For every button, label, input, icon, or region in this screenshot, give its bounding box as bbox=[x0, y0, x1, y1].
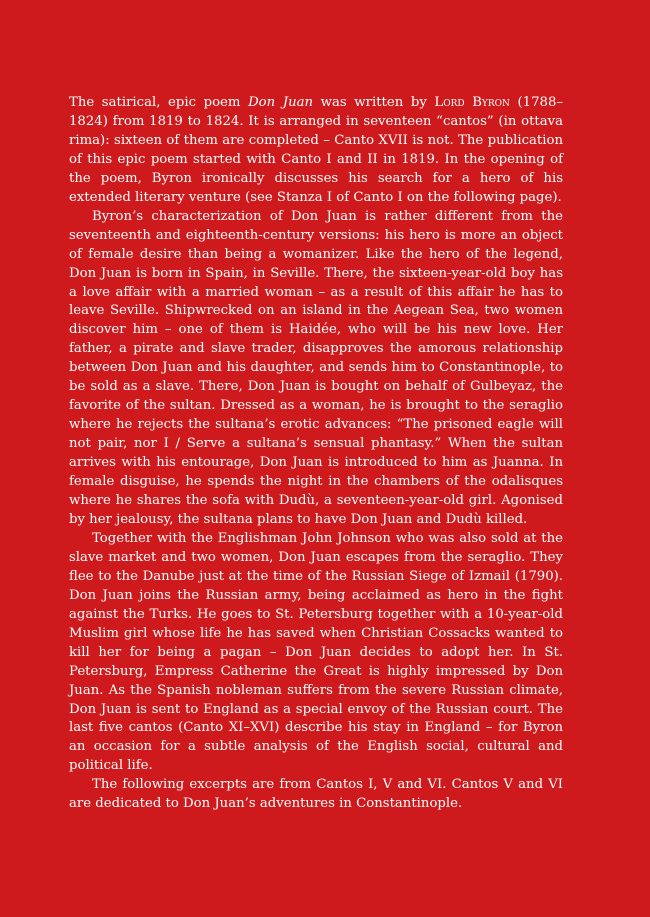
intro-rest: (1788–1824) from 1819 to 1824. It is arranged in seventeen “cantos” (in ottava rima): sixteen of them are completed – Canto XVII is not. The publication of this epic poem started with Canto I and II in 1819. In the opening of the poem, Byron ironically discusses his search for a hero of his extended literary venture (see Stanza I of Canto I on the following page). bbox=[69, 95, 564, 205]
paragraph-intro bbox=[69, 94, 563, 208]
poem-title: Don Juan bbox=[248, 95, 314, 110]
paragraph-characterization: Byron’s characterization of Don Juan is rather different from the seventeenth and eighteenth-century versions: his hero is more an object of female desire than being a womanizer. Like the hero of the legend, Don Juan is born in Spain, in Seville. There, the sixteen-year-old boy has a love affair with a married woman – as a result of this affair he has to leave Seville. Shipwrecked on an island in the Aegean Sea, two women discover him – one of them is Haidée, who will be his new love. Her father, a pirate and slave trader, disapproves the amorous relationship between Don Juan and his daughter, and sends him to Constantinople, to be sold as a slave. There, Don Juan is bought on behalf of Gulbeyaz, the favorite of the sultan. Dressed as a woman, he is brought to the seraglio where he rejects the sultana’s erotic advances: “The prisoned eagle will not pair, nor I / Serve a sultana’s sensual phantasy.” When the sultan arrives with his entourage, Don Juan is introduced to him as Juanna. In female disguise, he spends the night in the chambers of the odalisques where he shares the sofa with Dudù, a seventeen-year-old girl. Agonised by her jealousy, the sultana plans to have Don Juan and Dudù killed. bbox=[69, 208, 563, 527]
body-text bbox=[69, 94, 563, 814]
paragraph-excerpts: The following excerpts are from Cantos I, V and VI. Cantos V and VI are dedicated to Don Juan’s adventures in Constantinople. bbox=[69, 777, 563, 812]
paragraph-escape: Together with the Englishman John Johnson who was also sold at the slave market and two women, Don Juan escapes from the seraglio. They flee to the Danube just at the time of the Russian Siege of Izmail (1790). Don Juan joins the Russian army, being acclaimed as hero in the fight against the Turks. He goes to St. Petersburg together with a 10-year-old Muslim girl whose life he has saved when Christian Cossacks wanted to kill her for being a pagan – Don Juan decides to adopt her. In St. Petersburg, Empress Catherine the Great is highly impressed by Don Juan. As the Spanish nobleman suffers from the severe Russian climate, Don Juan is sent to England as a special envoy of the Russian court. The last five cantos (Canto XI–XVI) describe his stay in England – for Byron an occasion for a subtle analysis of the English social, cultural and political life. bbox=[69, 530, 563, 774]
intro-text: The satirical, epic poem bbox=[69, 95, 249, 110]
intro-mid: was written by bbox=[313, 95, 435, 110]
author-name: Lord Byron bbox=[434, 95, 510, 110]
